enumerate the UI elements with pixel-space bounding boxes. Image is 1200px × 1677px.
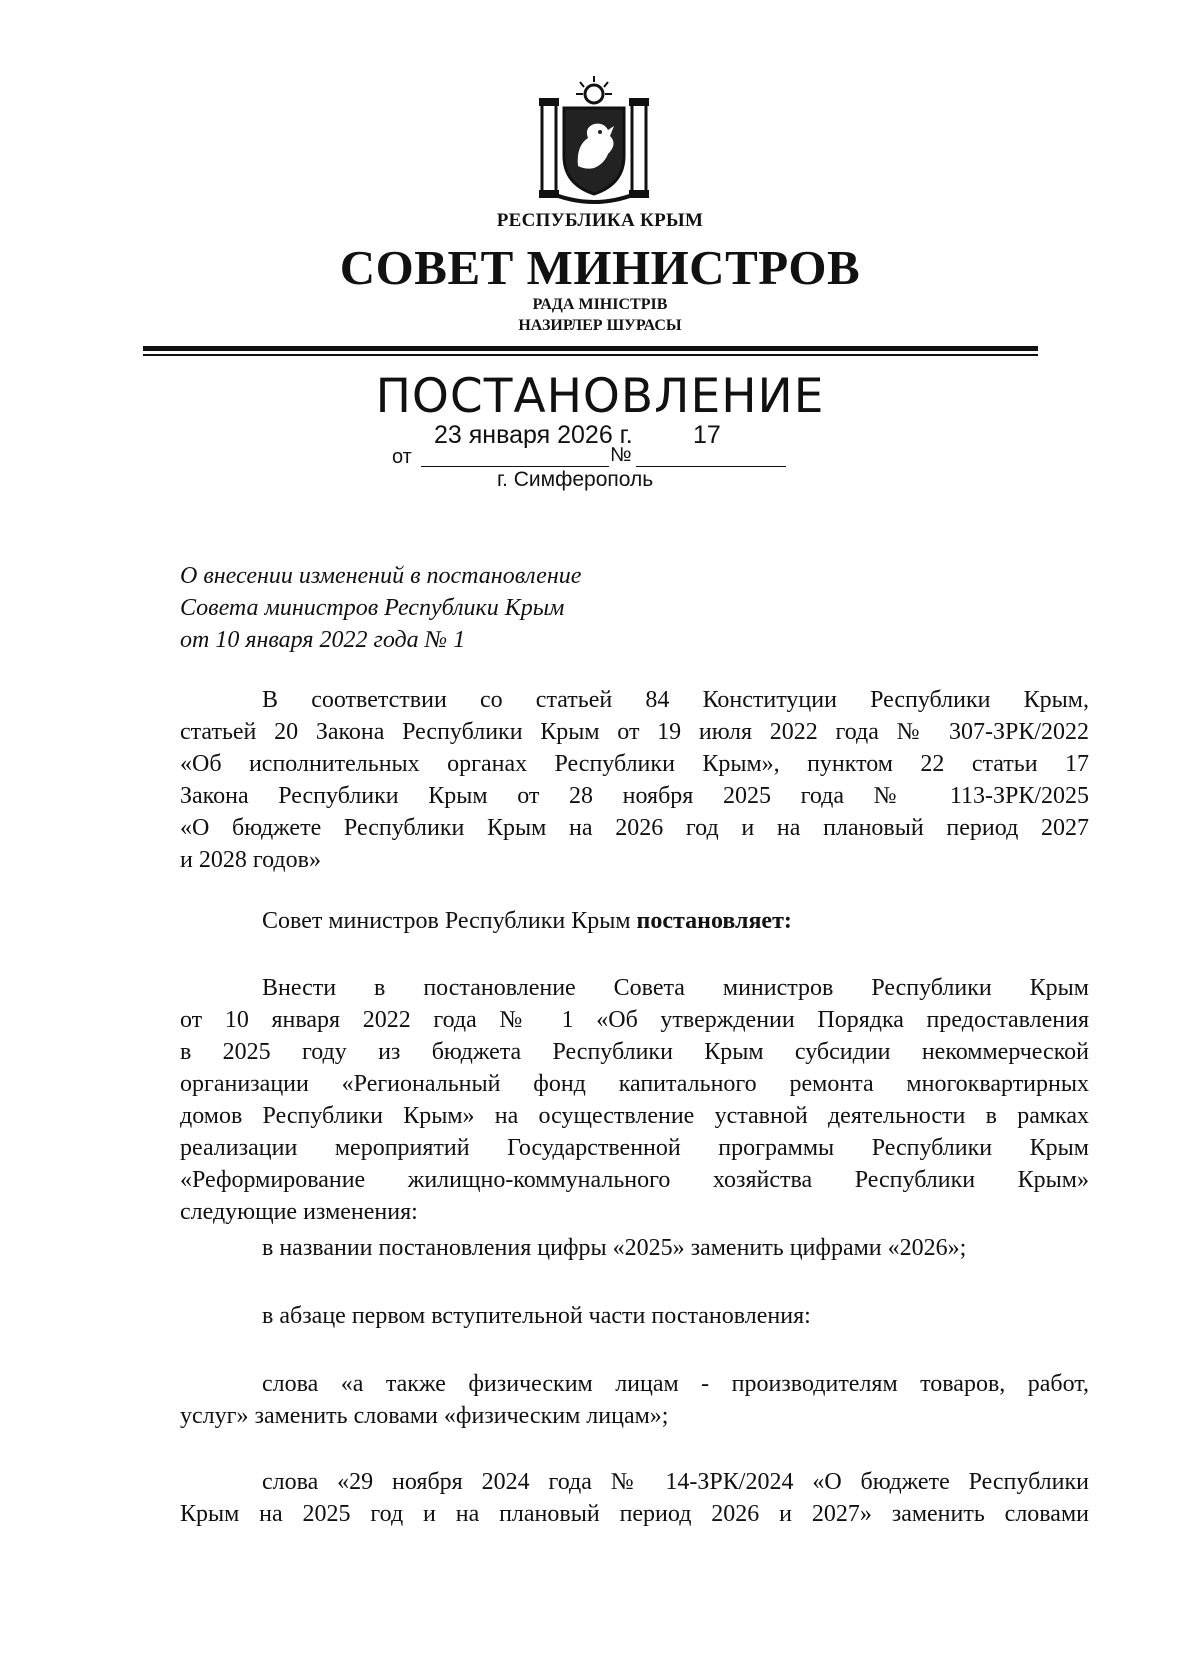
coat-of-arms-emblem	[538, 74, 650, 206]
resolves-text: Совет министров Республики Крым	[262, 908, 631, 934]
paragraph-line: в абзаце первом вступительной части постановления:	[262, 1303, 811, 1329]
document-number: 17	[693, 421, 721, 449]
paragraph-line: «Реформирование жилищно-коммунального хозяйства Республики Крым»	[180, 1167, 1089, 1193]
paragraph-title-change	[180, 1232, 1089, 1264]
paragraph-line	[180, 905, 1089, 937]
paragraph-line: Закона Республики Крым от 28 ноября 2025 года № 113-ЗРК/2025	[180, 783, 1089, 809]
republic-name: РЕСПУБЛИКА КРЫМ	[496, 210, 704, 231]
paragraph-line: слова «а также физическим лицам - производителям товаров, работ,	[262, 1371, 1089, 1397]
paragraph-line: организации «Региональный фонд капитального ремонта многоквартирных	[180, 1071, 1089, 1097]
header-divider-thin	[143, 354, 1038, 356]
paragraph-line: и 2028 годов»	[180, 847, 321, 873]
paragraph-words-change-1	[180, 1368, 1089, 1432]
document-city: г. Симферополь	[497, 468, 654, 491]
paragraph-line: следующие изменения:	[180, 1199, 418, 1225]
paragraph-line: слова «29 ноября 2024 года № 14-ЗРК/2024 «О бюджете Республики	[262, 1469, 1089, 1495]
paragraph-line: «О бюджете Республики Крым на 2026 год и на плановый период 2027	[180, 815, 1089, 841]
document-subject	[180, 560, 581, 656]
paragraph-line: Крым на 2025 год и на плановый период 2026 и 2027» заменить словами	[180, 1501, 1089, 1527]
paragraph-line: домов Республики Крым» на осуществление уставной деятельности в рамках	[180, 1103, 1089, 1129]
council-name-ukrainian: РАДА МІНІСТРІВ	[532, 296, 668, 313]
paragraph-line: «Об исполнительных органах Республики Крым», пунктом 22 статьи 17	[180, 751, 1089, 777]
paragraph-line: В соответствии со статьей 84 Конституции Республики Крым,	[262, 687, 1089, 713]
paragraph-intro-change	[180, 1300, 1089, 1332]
paragraph-line: в 2025 году из бюджета Республики Крым субсидии некоммерческой	[180, 1039, 1089, 1065]
paragraph-words-change-2	[180, 1466, 1089, 1530]
paragraph-line: реализации мероприятий Государственной программы Республики Крым	[180, 1135, 1089, 1161]
document-title: ПОСТАНОВЛЕНИЕ	[375, 369, 825, 424]
council-name: СОВЕТ МИНИСТРОВ	[339, 240, 861, 295]
subject-line: О внесении изменений в постановление	[180, 563, 582, 589]
paragraph-line: Внести в постановление Совета министров Республики Крым	[262, 975, 1089, 1001]
header-divider-thick	[143, 346, 1038, 351]
date-prefix: от	[392, 446, 412, 468]
number-underline	[636, 466, 786, 467]
paragraph-line: от 10 января 2022 года № 1 «Об утверждении Порядка предоставления	[180, 1007, 1089, 1033]
subject-line: Совета министров Республики Крым	[180, 595, 565, 621]
paragraph-amendment	[180, 972, 1089, 1228]
council-name-crimean-tatar: НАЗИРЛЕР ШУРАСЫ	[518, 317, 682, 334]
paragraph-line: в названии постановления цифры «2025» заменить цифрами «2026»;	[262, 1235, 967, 1261]
subject-line: от 10 января 2022 года № 1	[180, 627, 466, 653]
document-date: 23 января 2026 г.	[434, 421, 633, 449]
date-underline	[421, 466, 609, 467]
resolves-bold: постановляет:	[636, 908, 792, 934]
paragraph-resolves	[180, 905, 1089, 937]
paragraph-line: услуг» заменить словами «физическим лицам»;	[180, 1403, 669, 1429]
paragraph-legal-basis	[180, 684, 1089, 876]
paragraph-line: статьей 20 Закона Республики Крым от 19 июля 2022 года № 307-ЗРК/2022	[180, 719, 1089, 745]
number-mark: №	[610, 444, 632, 466]
